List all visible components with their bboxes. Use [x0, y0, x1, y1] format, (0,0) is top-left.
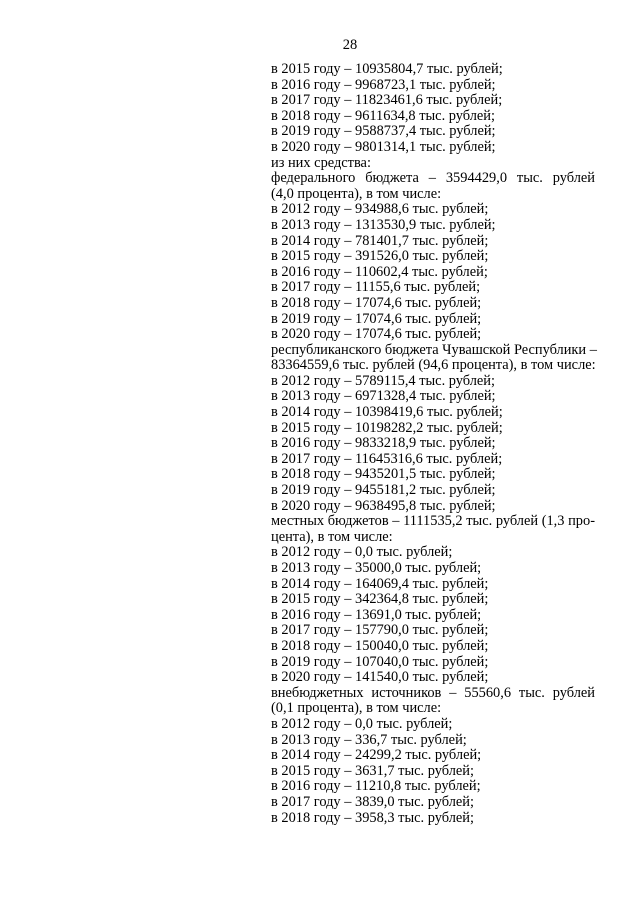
text-line: в 2015 году – 391526,0 тыс. рублей; — [271, 248, 489, 265]
text-line: в 2020 году – 141540,0 тыс. рублей; — [271, 669, 489, 686]
paragraph — [271, 343, 595, 374]
text-line: в 2020 году – 9638495,8 тыс. рублей; — [271, 497, 496, 514]
text-line: в 2017 году – 11823461,6 тыс. рублей; — [271, 92, 503, 109]
text-line: в 2020 году – 9801314,1 тыс. рублей; — [271, 138, 496, 155]
text-line: в 2016 году – 9968723,1 тыс. рублей; — [271, 76, 496, 93]
text-line: в 2013 году – 336,7 тыс. рублей; — [271, 731, 467, 748]
text-line: в 2012 году – 0,0 тыс. рублей; — [271, 544, 453, 561]
page-number: 28 — [342, 37, 358, 53]
document-body — [271, 62, 595, 826]
text-line: в 2013 году – 1313530,9 тыс. рублей; — [271, 216, 496, 233]
text-line: в 2018 году – 150040,0 тыс. рублей; — [271, 637, 489, 654]
paragraph-line: цента), в том числе: — [271, 528, 393, 545]
paragraph-line: местных бюджетов – 1111535,2 тыс. рублей (1,3 про- — [271, 513, 595, 530]
paragraph — [271, 171, 595, 202]
text-line: в 2015 году – 3631,7 тыс. рублей; — [271, 762, 474, 779]
text-line: в 2019 году – 17074,6 тыс. рублей; — [271, 310, 482, 327]
text-line: в 2015 году – 10198282,2 тыс. рублей; — [271, 419, 503, 436]
text-line: в 2017 году – 11645316,6 тыс. рублей; — [271, 450, 503, 467]
text-line: в 2019 году – 9588737,4 тыс. рублей; — [271, 123, 496, 140]
text-line: в 2012 году – 934988,6 тыс. рублей; — [271, 201, 489, 218]
text-line: в 2014 году – 781401,7 тыс. рублей; — [271, 232, 489, 249]
text-line: в 2015 году – 342364,8 тыс. рублей; — [271, 591, 489, 608]
paragraph-line: федерального бюджета – 3594429,0 тыс. рублей — [271, 170, 595, 187]
text-line: в 2016 году – 11210,8 тыс. рублей; — [271, 778, 481, 795]
text-line: в 2016 году – 9833218,9 тыс. рублей; — [271, 435, 496, 452]
text-line: в 2015 году – 10935804,7 тыс. рублей; — [271, 61, 503, 77]
text-line: в 2018 году – 3958,3 тыс. рублей; — [271, 809, 474, 826]
text-line: в 2012 году – 5789115,4 тыс. рублей; — [271, 372, 496, 389]
text-line: в 2016 году – 110602,4 тыс. рублей; — [271, 263, 488, 280]
text-line: в 2014 году – 24299,2 тыс. рублей; — [271, 747, 482, 764]
text-line: в 2014 году – 10398419,6 тыс. рублей; — [271, 404, 503, 421]
text-line: в 2017 году – 157790,0 тыс. рублей; — [271, 622, 489, 639]
text-line: в 2012 году – 0,0 тыс. рублей; — [271, 715, 453, 732]
text-line: в 2018 году – 9435201,5 тыс. рублей; — [271, 466, 496, 483]
paragraph-line: (4,0 процента), в том числе: — [271, 185, 442, 202]
text-line: в 2019 году – 9455181,2 тыс. рублей; — [271, 482, 496, 499]
text-line: в 2018 году – 17074,6 тыс. рублей; — [271, 294, 482, 311]
text-line: в 2013 году – 6971328,4 тыс. рублей; — [271, 388, 496, 405]
text-line: в 2013 году – 35000,0 тыс. рублей; — [271, 560, 482, 576]
text-line: в 2016 году – 13691,0 тыс. рублей; — [271, 606, 482, 623]
paragraph — [271, 686, 595, 717]
paragraph-line: (0,1 процента), в том числе: — [271, 700, 442, 717]
text-line: в 2017 году – 3839,0 тыс. рублей; — [271, 793, 474, 810]
text-line: в 2014 году – 164069,4 тыс. рублей; — [271, 575, 489, 592]
text-line: в 2017 году – 11155,6 тыс. рублей; — [271, 279, 481, 296]
text-line: из них средства: — [271, 154, 371, 171]
paragraph-line: 83364559,6 тыс. рублей (94,6 процента), в том числе: — [271, 357, 596, 374]
paragraph-line: внебюджетных источников – 55560,6 тыс. рублей — [271, 684, 595, 701]
text-line: в 2019 году – 107040,0 тыс. рублей; — [271, 653, 489, 670]
paragraph — [271, 514, 595, 545]
text-line: в 2018 году – 9611634,8 тыс. рублей; — [271, 107, 496, 124]
text-line: в 2020 году – 17074,6 тыс. рублей; — [271, 326, 482, 343]
paragraph-line: республиканского бюджета Чувашской Республики – — [271, 341, 597, 358]
